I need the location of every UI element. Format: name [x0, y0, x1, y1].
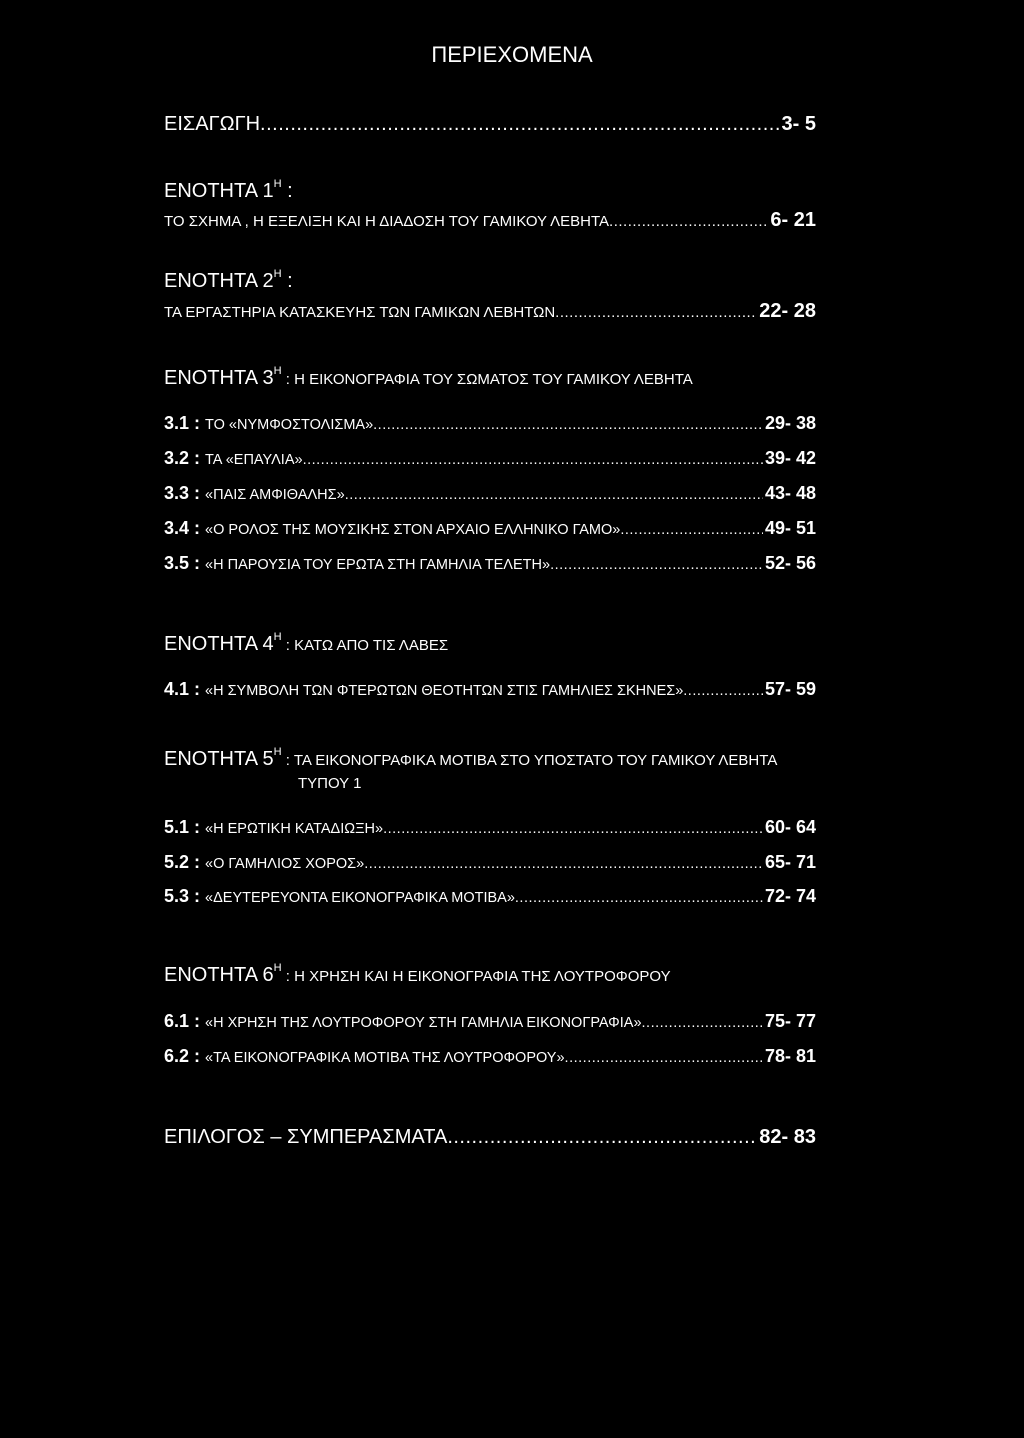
- toc-pages: 60- 64: [764, 817, 816, 837]
- toc-leader: [303, 452, 763, 468]
- toc-leader: [383, 821, 763, 837]
- toc-label: «Η ΧΡΗΣΗ ΤΗΣ ΛΟΥΤΡΟΦΟΡΟΥ ΣΤΗ ΓΑΜΗΛΙΑ ΕΙΚΟΝΟΓΡΑΦΙΑ»: [205, 1015, 642, 1031]
- toc-leader: [364, 856, 763, 872]
- toc-label: «Ο ΡΟΛΟΣ ΤΗΣ ΜΟΥΣΙΚΗΣ ΣΤΟΝ ΑΡΧΑΙΟ ΕΛΛΗΝΙΚΟ ΓΑΜΟ»: [205, 522, 621, 538]
- toc-entry-3-2: 3.2 : ΤΑ «ΕΠΑΥΛΙΑ» ..... 39- 42: [164, 448, 816, 469]
- toc-pages: 57- 59: [764, 679, 816, 699]
- toc-label: ΤΟ «ΝΥΜΦΟΣΤΟΛΙΣΜΑ»: [205, 417, 374, 433]
- toc-leader: [683, 683, 763, 699]
- toc-leader: [345, 487, 763, 503]
- toc-leader: [642, 1015, 763, 1031]
- toc-pages: 82- 83: [759, 1126, 816, 1148]
- toc-label: ΤΑ ΕΡΓΑΣΤΗΡΙΑ ΚΑΤΑΣΚΕΥΗΣ ΤΩΝ ΓΑΜΙΚΩΝ ΛΕΒΗΤΩΝ: [164, 304, 556, 321]
- toc-pages: 65- 71: [764, 852, 816, 872]
- toc-label: ΕΙΣΑΓΩΓΗ: [164, 113, 261, 135]
- toc-label: «ΤΑ ΕΙΚΟΝΟΓΡΑΦΙΚΑ ΜΟΤΙΒΑ ΤΗΣ ΛΟΥΤΡΟΦΟΡΟΥ»: [205, 1050, 565, 1066]
- toc-entry-3-1: 3.1 : ΤΟ «ΝΥΜΦΟΣΤΟΛΙΣΜΑ» ..... 29- 38: [164, 413, 816, 434]
- page-title: ΠΕΡΙΕΧΟΜΕΝΑ: [431, 42, 593, 67]
- unit2-heading: ΕΝΟΤΗΤΑ $2^H$ :: [164, 268, 293, 292]
- unit5-subtitle-cont: ΤΥΠΟΥ 1: [298, 775, 362, 792]
- toc-pages: 29- 38: [764, 413, 816, 433]
- toc-entry-6-1: 6.1 : «Η ΧΡΗΣΗ ΤΗΣ ΛΟΥΤΡΟΦΟΡΟΥ ΣΤΗ ΓΑΜΗΛΙΑ ΕΙΚΟΝΟΓΡΑΦΙΑ» ..... 75- 77: [164, 1011, 816, 1032]
- toc-pages: 6- 21: [770, 209, 816, 231]
- toc-label: «Η ΠΑΡΟΥΣΙΑ ΤΟΥ ΕΡΩΤΑ ΣΤΗ ΓΑΜΗΛΙΑ ΤΕΛΕΤΗ»: [205, 557, 551, 573]
- toc-leader: [620, 522, 763, 538]
- toc-label: «ΔΕΥΤΕΡΕΥΟΝΤΑ ΕΙΚΟΝΟΓΡΑΦΙΚΑ ΜΟΤΙΒΑ»: [205, 890, 515, 906]
- toc-entry-3-3: 3.3 : «ΠΑΙΣ ΑΜΦΙΘΑΛΗΣ» ..... 43- 48: [164, 483, 816, 504]
- toc-label: ΤΟ ΣΧΗΜΑ , Η ΕΞΕΛΙΞΗ ΚΑΙ Η ΔΙΑΔΟΣΗ ΤΟΥ ΓΑΜΙΚΟΥ ΛΕΒΗΤΑ: [164, 213, 610, 230]
- toc-entry-5-2: 5.2 : «Ο ΓΑΜΗΛΙΟΣ ΧΟΡΟΣ» ..... 65- 71: [164, 852, 816, 873]
- toc-leader: [555, 304, 757, 321]
- toc-label: «Ο ΓΑΜΗΛΙΟΣ ΧΟΡΟΣ»: [205, 856, 365, 872]
- toc-leader: [609, 213, 768, 230]
- toc-pages: 75- 77: [764, 1011, 816, 1031]
- toc-leader: [447, 1126, 757, 1149]
- toc-label: «Η ΕΡΩΤΙΚΗ ΚΑΤΑΔΙΩΞΗ»: [205, 821, 384, 837]
- toc-leader: [515, 890, 763, 906]
- unit5-heading: ΕΝΟΤΗΤΑ $5^H$ : ΤΑ ΕΙΚΟΝΟΓΡΑΦΙΚΑ ΜΟΤΙΒΑ ΣΤΟ ΥΠΟΣΤΑΤΟ ΤΟΥ ΓΑΜΙΚΟΥ ΛΕΒΗΤΑ: [164, 746, 778, 770]
- unit1-heading: ΕΝΟΤΗΤΑ $1^H$ :: [164, 178, 293, 202]
- toc-pages: 52- 56: [764, 553, 816, 573]
- toc-label: ΕΠΙΛΟΓΟΣ – ΣΥΜΠΕΡΑΣΜΑΤΑ: [164, 1126, 448, 1148]
- unit4-heading: ΕΝΟΤΗΤΑ $4^H$ : ΚΑΤΩ ΑΠΟ ΤΙΣ ΛΑΒΕΣ: [164, 631, 449, 655]
- toc-pages: 43- 48: [764, 483, 816, 503]
- toc-entry-5-3: 5.3 : «ΔΕΥΤΕΡΕΥΟΝΤΑ ΕΙΚΟΝΟΓΡΑΦΙΚΑ ΜΟΤΙΒΑ» ..... 72- 74: [164, 886, 816, 907]
- toc-entry-3-5: 3.5 : «Η ΠΑΡΟΥΣΙΑ ΤΟΥ ΕΡΩΤΑ ΣΤΗ ΓΑΜΗΛΙΑ ΤΕΛΕΤΗ» ..... 52- 56: [164, 553, 816, 574]
- toc-entry-4-1: 4.1 : «Η ΣΥΜΒΟΛΗ ΤΩΝ ΦΤΕΡΩΤΩΝ ΘΕΟΤΗΤΩΝ ΣΤΙΣ ΓΑΜΗΛΙΕΣ ΣΚΗΝΕΣ» ..... 57- 59: [164, 679, 816, 700]
- toc-leader: [550, 557, 763, 573]
- toc-leader: [373, 417, 763, 433]
- toc-leader: [565, 1050, 763, 1066]
- toc-pages: 49- 51: [764, 518, 816, 538]
- toc-entry-unit2: [164, 300, 816, 323]
- toc-label: «ΠΑΙΣ ΑΜΦΙΘΑΛΗΣ»: [205, 487, 345, 503]
- unit6-heading: ΕΝΟΤΗΤΑ $6^H$ : Η ΧΡΗΣΗ ΚΑΙ Η ΕΙΚΟΝΟΓΡΑΦΙΑ ΤΗΣ ΛΟΥΤΡΟΦΟΡΟΥ: [164, 962, 671, 986]
- toc-pages: 78- 81: [764, 1046, 816, 1066]
- toc-pages: 3- 5: [781, 113, 816, 135]
- toc-entry-intro: [164, 113, 816, 136]
- toc-pages: 72- 74: [764, 886, 816, 906]
- toc-entry-epilogue: [164, 1126, 816, 1149]
- toc-entry-6-2: 6.2 : «ΤΑ ΕΙΚΟΝΟΓΡΑΦΙΚΑ ΜΟΤΙΒΑ ΤΗΣ ΛΟΥΤΡΟΦΟΡΟΥ» ..... 78- 81: [164, 1046, 816, 1067]
- toc-label: ΤΑ «ΕΠΑΥΛΙΑ»: [205, 452, 303, 468]
- unit3-heading: ΕΝΟΤΗΤΑ $3^H$ : Η ΕΙΚΟΝΟΓΡΑΦΙΑ ΤΟΥ ΣΩΜΑΤΟΣ ΤΟΥ ΓΑΜΙΚΟΥ ΛΕΒΗΤΑ: [164, 365, 693, 389]
- toc-pages: 22- 28: [759, 300, 816, 322]
- toc-leader: [260, 113, 780, 136]
- toc-entry-unit1: [164, 209, 816, 232]
- toc-entry-3-4: 3.4 : «Ο ΡΟΛΟΣ ΤΗΣ ΜΟΥΣΙΚΗΣ ΣΤΟΝ ΑΡΧΑΙΟ ΕΛΛΗΝΙΚΟ ΓΑΜΟ» ..... 49- 51: [164, 518, 816, 539]
- toc-label: «Η ΣΥΜΒΟΛΗ ΤΩΝ ΦΤΕΡΩΤΩΝ ΘΕΟΤΗΤΩΝ ΣΤΙΣ ΓΑΜΗΛΙΕΣ ΣΚΗΝΕΣ»: [205, 683, 684, 699]
- toc-pages: 39- 42: [764, 448, 816, 468]
- toc-entry-5-1: 5.1 : «Η ΕΡΩΤΙΚΗ ΚΑΤΑΔΙΩΞΗ» ..... 60- 64: [164, 817, 816, 838]
